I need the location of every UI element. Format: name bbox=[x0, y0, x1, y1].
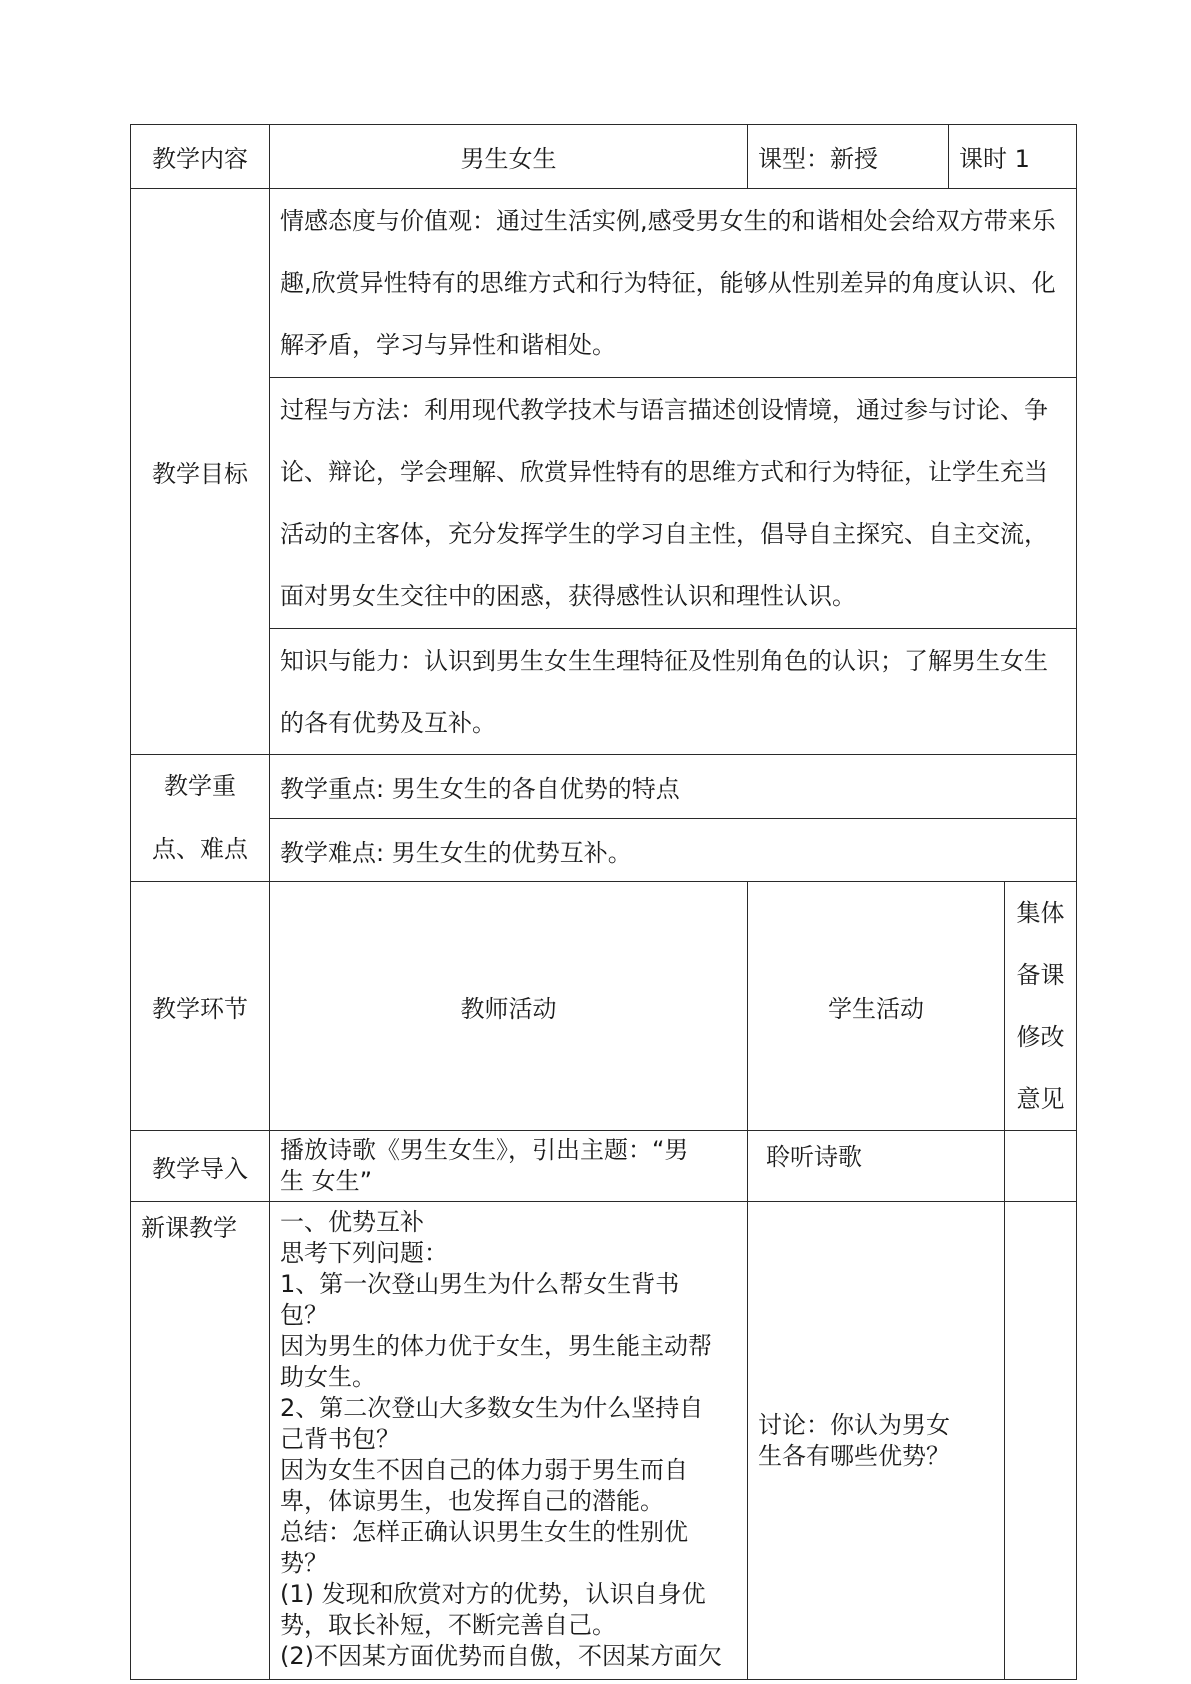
objective-row-process bbox=[131, 378, 1077, 629]
header-row bbox=[131, 125, 1077, 189]
objective-emotion-line: 情感态度与价值观：通过生活实例,感受男女生的和谐相处会给双方带来乐 bbox=[280, 207, 1056, 235]
objective-emotion bbox=[270, 189, 1077, 378]
teacher-line: 2、第二次登山大多数女生为什么坚持自 bbox=[280, 1394, 704, 1422]
new-lesson-notes bbox=[1005, 1202, 1077, 1680]
objective-process-line: 过程与方法：利用现代教学技术与语言描述创设情境，通过参与讨论、争 bbox=[280, 396, 1048, 424]
teacher-line: 己背书包？ bbox=[280, 1425, 400, 1453]
column-teacher: 教师活动 bbox=[270, 882, 748, 1131]
teacher-line: 助女生。 bbox=[280, 1363, 376, 1391]
key-points-label-line: 教学重 bbox=[164, 772, 236, 800]
lesson-title: 男生女生 bbox=[270, 125, 748, 189]
key-points-label-line: 点、难点 bbox=[152, 835, 248, 863]
objective-process bbox=[270, 378, 1077, 629]
column-notes bbox=[1005, 882, 1077, 1131]
teacher-line: 因为男生的体力优于女生，男生能主动帮 bbox=[280, 1332, 712, 1360]
intro-teacher bbox=[270, 1131, 748, 1202]
teacher-line: 思考下列问题： bbox=[280, 1239, 448, 1267]
key-point-row bbox=[131, 755, 1077, 819]
key-point-focus: 教学重点: 男生女生的各自优势的特点 bbox=[270, 755, 1077, 819]
new-lesson-stage: 新课教学 bbox=[131, 1202, 270, 1680]
teacher-line: 包？ bbox=[280, 1301, 328, 1329]
key-point-difficulty: 教学难点: 男生女生的优势互补。 bbox=[270, 819, 1077, 882]
intro-row bbox=[131, 1131, 1077, 1202]
teacher-line: 1、第一次登山男生为什么帮女生背书 bbox=[280, 1270, 680, 1298]
teacher-line: 势，取长补短，不断完善自己。 bbox=[280, 1611, 616, 1639]
teacher-line: (1) 发现和欣赏对方的优势，认识自身优 bbox=[280, 1580, 706, 1608]
intro-stage: 教学导入 bbox=[131, 1131, 270, 1202]
objective-process-line: 活动的主客体，充分发挥学生的学习自主性，倡导自主探究、自主交流， bbox=[280, 520, 1048, 548]
objective-row-knowledge bbox=[131, 629, 1077, 755]
teacher-line: 因为女生不因自己的体力弱于男生而自 bbox=[280, 1456, 688, 1484]
teacher-line: (2)不因某方面优势而自傲，不因某方面欠 bbox=[280, 1642, 722, 1670]
objective-process-line: 论、辩论，学会理解、欣赏异性特有的思维方式和行为特征，让学生充当 bbox=[280, 458, 1048, 486]
teacher-line: 势？ bbox=[280, 1549, 328, 1577]
activity-header-row bbox=[131, 882, 1077, 1131]
objective-process-line: 面对男女生交往中的困惑，获得感性认识和理性认识。 bbox=[280, 582, 856, 610]
column-student: 学生活动 bbox=[748, 882, 1005, 1131]
teacher-line: 卑，体谅男生，也发挥自己的潜能。 bbox=[280, 1487, 664, 1515]
student-line: 生各有哪些优势？ bbox=[758, 1441, 950, 1470]
intro-teacher-line: 播放诗歌《男生女生》，引出主题：“男 bbox=[280, 1136, 689, 1164]
content-label: 教学内容 bbox=[131, 125, 270, 189]
objective-knowledge-line: 知识与能力：认识到男生女生生理特征及性别角色的认识；了解男生女生 bbox=[280, 646, 1048, 675]
objective-emotion-line: 趣,欣赏异性特有的思维方式和行为特征，能够从性别差异的角度认识、化 bbox=[280, 269, 1056, 297]
lesson-period: 课时 1 bbox=[949, 125, 1077, 189]
teacher-line: 一、优势互补 bbox=[280, 1208, 424, 1236]
column-stage: 教学环节 bbox=[131, 882, 270, 1131]
new-lesson-row bbox=[131, 1202, 1077, 1680]
lesson-type: 课型：新授 bbox=[748, 125, 949, 189]
objective-emotion-line: 解矛盾，学习与异性和谐相处。 bbox=[280, 331, 616, 359]
lesson-plan-table bbox=[130, 124, 1077, 1680]
objective-knowledge bbox=[270, 629, 1077, 755]
column-notes-line: 修改意见 bbox=[1016, 1023, 1065, 1113]
objective-row-emotion bbox=[131, 189, 1077, 378]
key-points-label bbox=[131, 755, 270, 882]
column-notes-line: 集体备课 bbox=[1016, 899, 1065, 989]
intro-notes bbox=[1005, 1131, 1077, 1202]
teacher-line: 总结：怎样正确认识男生女生的性别优 bbox=[280, 1518, 688, 1546]
student-line: 讨论：你认为男女 bbox=[758, 1410, 950, 1439]
objective-knowledge-line: 的各有优势及互补。 bbox=[280, 708, 496, 737]
new-lesson-teacher bbox=[270, 1202, 748, 1680]
intro-teacher-line: 生 女生” bbox=[280, 1167, 373, 1195]
new-lesson-student bbox=[748, 1202, 1005, 1680]
difficulty-row bbox=[131, 819, 1077, 882]
objectives-label: 教学目标 bbox=[131, 189, 270, 755]
intro-student: 聆听诗歌 bbox=[748, 1131, 1005, 1202]
